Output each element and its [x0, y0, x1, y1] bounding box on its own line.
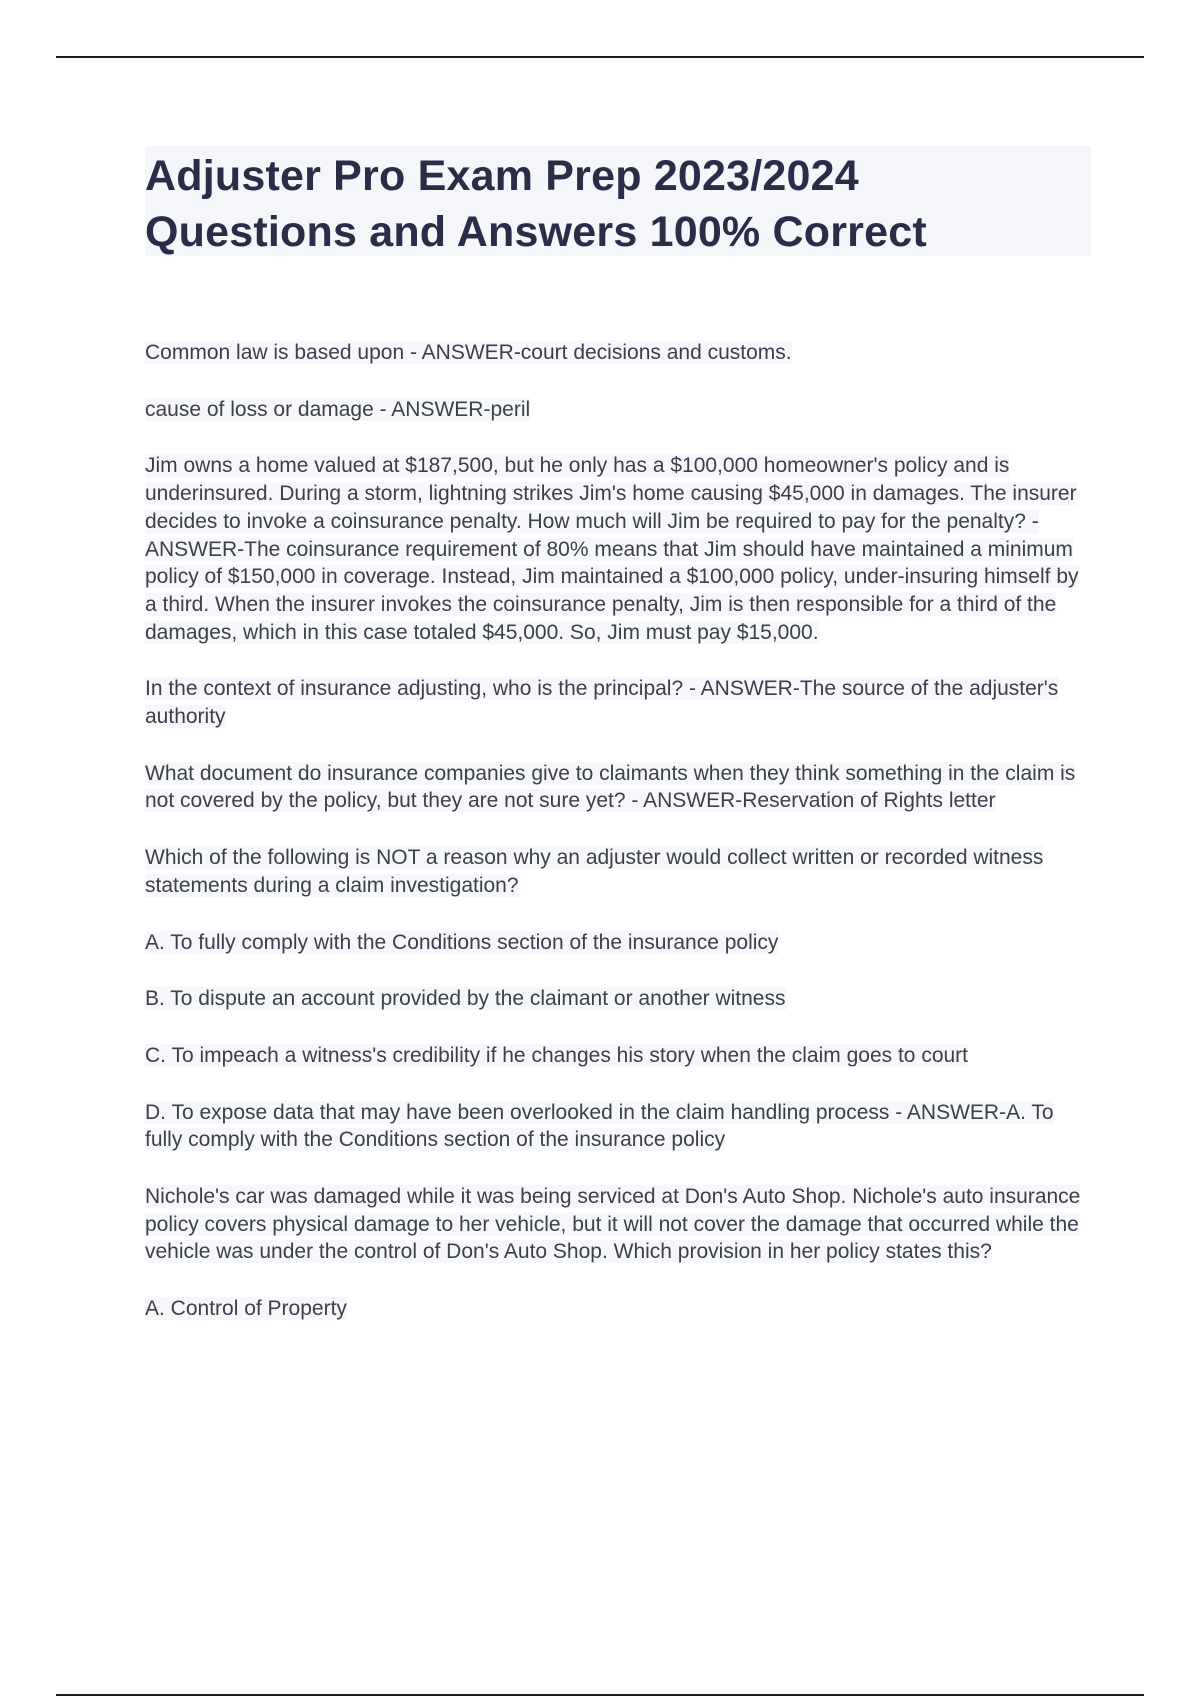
paragraph-text: Which of the following is NOT a reason why an adjuster would collect written or recorded witness statements during a claim investigation?	[145, 846, 1044, 897]
title-line-1: Adjuster Pro Exam Prep 2023/2024	[145, 152, 859, 200]
paragraph-text: B. To dispute an account provided by the claimant or another witness	[145, 987, 786, 1011]
paragraph-text: A. Control of Property	[145, 1297, 347, 1321]
paragraph-text: In the context of insurance adjusting, who is the principal? - ANSWER-The source of the adjuster's authority	[145, 677, 1059, 729]
qa-paragraph-reservation-of-rights	[145, 760, 1091, 815]
qa-paragraph-nichole-question	[145, 1183, 1091, 1266]
title-line-2: Questions and Answers 100% Correct	[145, 208, 927, 256]
qa-paragraph-common-law	[145, 339, 1091, 367]
paragraph-text: Jim owns a home valued at $187,500, but he only has a $100,000 homeowner's policy and is underinsured. During a storm, lightning strikes Jim's home causing $45,000 in damages. The insurer decides to invoke a coinsurance penalty. How much will Jim be required to pay for the penalty? - ANSWER-The coinsurance requirement of 80% means that Jim should have maintained a minimum policy of $150,000 in coverage. Instead, Jim maintained a $100,000 policy, under-insuring himself by a third. When the insurer invokes the coinsurance penalty, Jim is then responsible for a third of the damages, which in this case totaled $45,000. So, Jim must pay $15,000.	[145, 454, 1079, 644]
option-a	[145, 929, 1091, 957]
option-b	[145, 985, 1091, 1013]
paragraph-text: Nichole's car was damaged while it was being serviced at Don's Auto Shop. Nichole's auto insurance policy covers physical damage to her vehicle, but it will not cover the damage that occurred while the vehicle was under the control of Don's Auto Shop. Which provision in her policy states this?	[145, 1185, 1081, 1264]
bottom-rule	[56, 1694, 1144, 1696]
option-a-control-of-property	[145, 1295, 1091, 1323]
document-title	[145, 146, 1091, 256]
paragraph-text: A. To fully comply with the Conditions section of the insurance policy	[145, 930, 779, 954]
paragraph-text: C. To impeach a witness's credibility if he changes his story when the claim goes to court	[145, 1043, 969, 1067]
option-d-with-answer	[145, 1099, 1091, 1154]
paragraph-text: Common law is based upon - ANSWER-court decisions and customs.	[145, 341, 792, 364]
document-body	[145, 339, 1091, 1352]
paragraph-text: D. To expose data that may have been overlooked in the claim handling process - ANSWER-A. To fully comply with the Conditions section of the insurance policy	[145, 1100, 1054, 1152]
qa-paragraph-witness-question	[145, 844, 1091, 899]
option-c	[145, 1042, 1091, 1070]
qa-paragraph-peril	[145, 396, 1091, 424]
qa-paragraph-coinsurance	[145, 452, 1091, 646]
top-rule	[56, 56, 1144, 58]
paragraph-text: cause of loss or damage - ANSWER-peril	[145, 397, 531, 421]
paragraph-text: What document do insurance companies give to claimants when they think something in the claim is not covered by the policy, but they are not sure yet? - ANSWER-Reservation of Rights letter	[145, 761, 1076, 813]
qa-paragraph-principal	[145, 675, 1091, 730]
